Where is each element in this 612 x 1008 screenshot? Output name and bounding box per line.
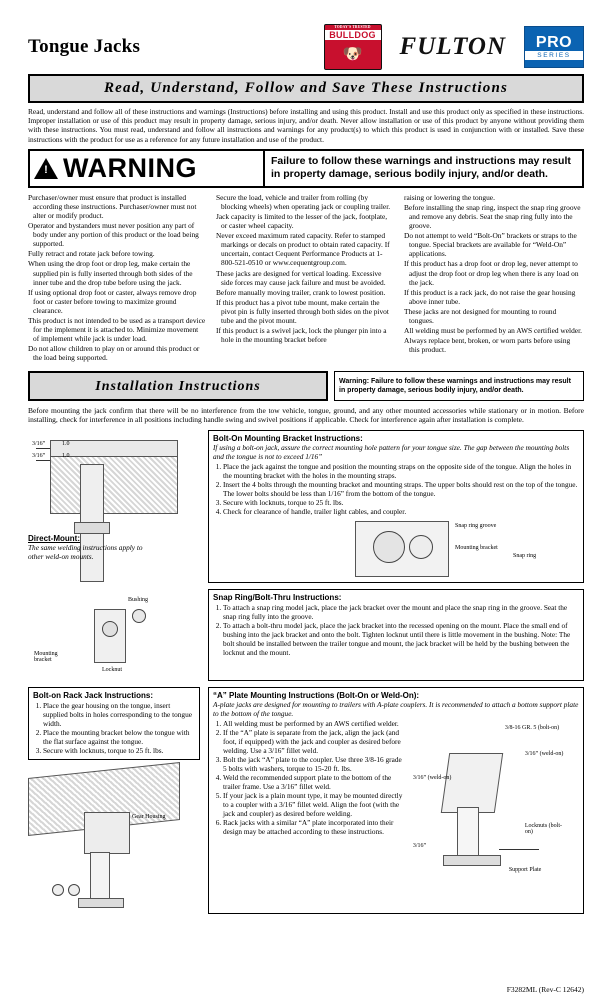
jack-collar <box>74 522 110 534</box>
list-item: If this product is a swivel jack, lock the plunger pin into a hole in the mounting bracket before <box>216 326 387 345</box>
snap-ring-groove-label: Snap ring groove <box>455 523 497 530</box>
list-item: These jacks are designed for vertical loading. Excessive side forces may cause jack failure and must be avoided. <box>216 268 386 287</box>
a-plate-foot <box>443 855 501 866</box>
figure-bushing-bracket <box>28 589 200 681</box>
list-item: Fully retract and rotate jack before towing. <box>28 249 155 259</box>
installation-header-row <box>28 371 584 401</box>
list-item: All welding must be performed by an AWS certified welder. <box>404 326 582 336</box>
leader-line-1 <box>36 448 50 449</box>
list-item: Secure the load, vehicle and trailer from rolling (by blocking wheels) when operating jack or coupling trailer. <box>216 192 391 211</box>
warning-label-area <box>30 151 265 186</box>
section-snap-ring <box>28 589 584 681</box>
list-item: 4. Check for clearance of handle, trailer light cables, and coupler. <box>223 508 579 517</box>
bolts-gr5-label: 3/8-16 GR. 5 (bolt-on) <box>504 724 560 731</box>
warnings-columns <box>28 193 584 364</box>
list-item: 2. Place the mounting bracket below the tongue with the flat surface against the tongue. <box>43 729 195 747</box>
installation-warning-text: Warning: Failure to follow these warnings and instructions may result in property damage, serious bodily injury, and/or death. <box>339 377 571 394</box>
mount-hole <box>373 531 405 563</box>
list-item: 6. Rack jacks with a similar “A” plate incorporated into their design may be attached according to these instructions. <box>223 819 407 837</box>
mounting-bracket-label: Mounting bracket <box>455 545 498 552</box>
a-plate-shape <box>441 753 503 813</box>
list-item: 3. Secure with locknuts, torque to 25 ft. lbs. <box>43 747 195 756</box>
figure-rack-jack <box>28 764 200 914</box>
warning-triangle-icon <box>34 158 58 179</box>
list-item: Before manually moving trailer, crank to lowest position. <box>216 287 386 297</box>
mounting-bracket-label-2: Mounting bracket <box>34 651 58 664</box>
list-item: 1. All welding must be performed by an AWS certified welder. <box>223 720 407 729</box>
list-item: When using the drop foot or drop leg, make certain the supplied pin is fully inserted through both sides of the inner tube and the drop tube before using the jack. <box>28 259 193 287</box>
bolt-on-bracket-heading: Bolt-On Mounting Bracket Instructions: <box>213 434 363 444</box>
bushing-label: Bushing <box>128 597 149 604</box>
bolt-hole-2 <box>68 884 80 896</box>
bolt-on-rack-heading: Bolt-on Rack Jack Instructions: <box>33 691 154 701</box>
weld-316-label: 3/16” <box>412 842 427 849</box>
pro-label: PRO <box>535 33 573 51</box>
list-item: 2. Insert the 4 bolts through the mounting bracket and mounting straps. The upper bolts should rest on the top of the tongue. The lower bolts should be less than 1/16” from the bottom of the tongue. <box>223 481 579 499</box>
weld-label-a: 3/16” <box>32 441 46 448</box>
list-item: 5. If your jack is a plain mount type, it may be mounted directly to a coupler with a 3/16” fillet weld. Align the foot (with the jack and coupler) as desired before welding. <box>223 792 407 818</box>
bolt-hole-1 <box>52 884 64 896</box>
list-item: If this product has a drop foot or drop leg, never attempt to adjust the drop foot or drop leg when there is any load on the jack. <box>404 259 579 287</box>
warning-text: Failure to follow these warnings and instructions may result in property damage, serious bodily injury, and/or death. <box>271 155 571 181</box>
leader-line-support <box>499 849 539 850</box>
figure-a-plate <box>413 719 579 885</box>
support-plate-label: Support Plate <box>508 866 542 873</box>
page-title: Tongue Jacks <box>28 36 141 57</box>
list-item: Do not allow children to play on or around this product or the load being supported. <box>28 344 200 363</box>
logo-group <box>324 24 584 70</box>
bolt-on-rack-box <box>28 687 200 760</box>
warning-word: WARNING <box>63 152 197 183</box>
list-item: This product is not intended to be used as a transport device for the implement it is attached to. Minimize movement of implement while jack is under load. <box>28 316 206 344</box>
list-item: If using optional drop foot or caster, always remove drop foot or caster before towing to maximize ground clearance. <box>28 287 197 315</box>
installation-banner <box>28 371 328 401</box>
bolt-on-bracket-italic: If using a bolt-on jack, assure the correct mounting hole pattern for your tongue size. The gap between the mounting bolts and the tongue is not to exceed 1/16” <box>213 443 570 462</box>
rack-tube <box>90 852 110 902</box>
rack-foot <box>78 898 124 908</box>
list-item: These jacks are not designed for mounting to round tongues. <box>404 306 557 326</box>
list-item: If this product has a pivot tube mount, make certain the pivot pin is fully inserted through both sides on the pivot tube and the pivot mount. <box>216 297 389 326</box>
a-plate-heading: “A” Plate Mounting Instructions (Bolt-On or Weld-On): <box>213 691 420 701</box>
list-item: 3. Secure with locknuts, torque to 25 ft. lbs. <box>223 499 579 508</box>
rack-jack-column <box>28 687 200 914</box>
installation-paragraph: Before mounting the jack confirm that there will be no interference from the tow vehicle, tongue, ground, and any other mounted accessories while stationary or in motion. Before installing, check for interference in all positions including handle swing and swivel positions if applicable. Check for interference again after installation is complete. <box>28 405 584 424</box>
document-footer: F3282ML (Rev-C 12642) <box>506 985 584 994</box>
weld-label-c: 3/16” <box>32 453 46 460</box>
read-understand-banner <box>28 74 584 103</box>
list-item: 4. Weld the recommended support plate to the bottom of the trailer frame. Use a 3/16” fillet weld. <box>223 774 407 792</box>
leader-line-2 <box>36 460 50 461</box>
bulldog-wordmark: BULLDOG <box>325 30 381 40</box>
snap-ring-box <box>208 589 584 681</box>
list-item: 2. To attach a bolt-thru model jack, place the jack bracket into the recessed opening on the mount. Place the small end of bushing into the jack bracket and onto the bolt. Tighten locknut until there is little movement in the bushing. Note: The bolt should be installed between the trailer tongue and mount, the jack bracket will be held by the bushing between the locknut and the mount. <box>223 622 579 657</box>
warning-box <box>28 149 584 188</box>
weld-label-d: 1.0 <box>62 453 70 460</box>
locknut-label: Locknut <box>102 667 122 674</box>
warning-text-area <box>265 151 582 186</box>
snap-ring-shape <box>409 535 433 559</box>
gear-housing-label: Gear Housing <box>132 814 166 821</box>
list-item: Do not attempt to weld “Bolt-On” brackets or straps to the tongue. Special brackets are available for “Weld-On” applications. <box>404 231 577 259</box>
bulldog-dog-icon: 🐶 <box>342 45 363 63</box>
warnings-column-3 <box>404 193 582 364</box>
weld-label-b: 1.0 <box>62 441 70 448</box>
tongue-tube-body <box>50 456 178 514</box>
section-rack-and-a-plate <box>28 687 584 914</box>
series-label: SERIES <box>525 51 583 60</box>
list-item: 3. Bolt the jack “A” plate to the coupler. Use three 3/8-16 grade 5 bolts with washers, torque to 15-20 ft. lbs. <box>223 756 407 774</box>
direct-mount-italic: The same welding instructions apply to other weld-on mounts. <box>28 543 143 562</box>
list-item: 1. Place the jack against the tongue and position the mounting straps on the opposite side of the tongue. Align the holes in the mounting bracket with the holes in the mounting straps. <box>223 463 579 481</box>
list-item: raising or lowering the tongue. <box>404 192 495 202</box>
list-item: If this product is a rack jack, do not raise the gear housing above inner tube. <box>404 287 576 306</box>
installation-banner-text: Installation Instructions <box>95 378 261 394</box>
weld-on-label-1: 3/16” (weld-on) <box>524 750 564 757</box>
snap-ring-label: Snap ring <box>513 553 537 560</box>
document-header <box>28 24 584 70</box>
bulldog-logo <box>324 24 382 70</box>
direct-mount-heading: Direct-Mount: <box>28 534 80 544</box>
list-item: Purchaser/owner must ensure that product is installed according these instructions. Purchaser/owner must not alter or modify product. <box>28 192 197 220</box>
intro-paragraph: Read, understand and follow all of these instructions and warnings (Instructions) before installing and using this product. Install and use this product only as specified in these instructions. Improper installation or use of this product may result in property damage, serious injury, and/or death. Never allow installation or use of this product by anyone without providing them with these instructions. You must read, understand and follow all instructions and warnings for any product(s) to which this product is used in conjunction with or installed. Save these instructions with the product for use as a reference for any future installation and use of the product. <box>28 107 584 144</box>
list-item: Operator and bystanders must never position any part of body under any portion of this product or the load being supported. <box>28 221 199 249</box>
warnings-column-1 <box>28 193 206 364</box>
section-bolt-on-bracket <box>28 430 584 583</box>
weld-on-label-2: 3/16” (weld-on) <box>412 774 452 781</box>
list-item: 1. Place the gear housing on the tongue, insert supplied bolts in holes corresponding to the tongue width. <box>43 702 195 728</box>
bolt-on-bracket-box <box>208 430 584 583</box>
snap-ring-heading: Snap Ring/Bolt-Thru Instructions: <box>213 593 342 603</box>
installation-warning-box <box>334 371 584 401</box>
warnings-column-2 <box>216 193 394 364</box>
list-item: 2. If the “A” plate is separate from the jack, align the jack (and foot, if equipped) with the jack and coupler as desired before welding. Use a 3/16” fillet weld. <box>223 729 407 755</box>
list-item: Before installing the snap ring, inspect the snap ring groove and remove any debris. Seat the snap ring fully into the groove. <box>404 202 581 231</box>
gear-housing-shape <box>84 812 130 854</box>
a-plate-box <box>208 687 584 914</box>
list-item: Jack capacity is limited to the lesser of the jack, footplate, or caster wheel capacity. <box>216 212 388 231</box>
bushing-shape <box>132 609 146 623</box>
list-item: 1. To attach a snap ring model jack, place the jack bracket over the mount and place the snap ring in the groove. Seat the snap ring fully into the groove. <box>223 604 579 622</box>
locknuts-bolt-on-label: Locknuts (bolt-on) <box>524 822 563 835</box>
figure-snap-ring-mount <box>213 519 579 579</box>
list-item: Never exceed maximum rated capacity. Refer to stamped markings or decals on product to obtain rated capacity. If uncertain, contact Cequent Performance Products at 1-800-521-0510 or www.cequentgroup.com. <box>216 231 390 268</box>
banner-text: Read, Understand, Follow and Save These Instructions <box>103 80 509 96</box>
list-item: Always replace bent, broken, or worn parts before using this product. <box>404 336 571 355</box>
bulldog-tagline: TODAY'S TRUSTED <box>334 25 371 29</box>
a-plate-italic: A-plate jacks are designed for mounting to trailers with A-plate couplers. It is recommended to attach a bottom support plate to the bottom of the tongue. <box>213 700 579 718</box>
figure-direct-mount <box>28 430 200 580</box>
pro-series-logo <box>524 26 584 68</box>
a-plate-jack-tube <box>457 807 479 859</box>
fulton-logo: FULTON <box>399 33 506 60</box>
